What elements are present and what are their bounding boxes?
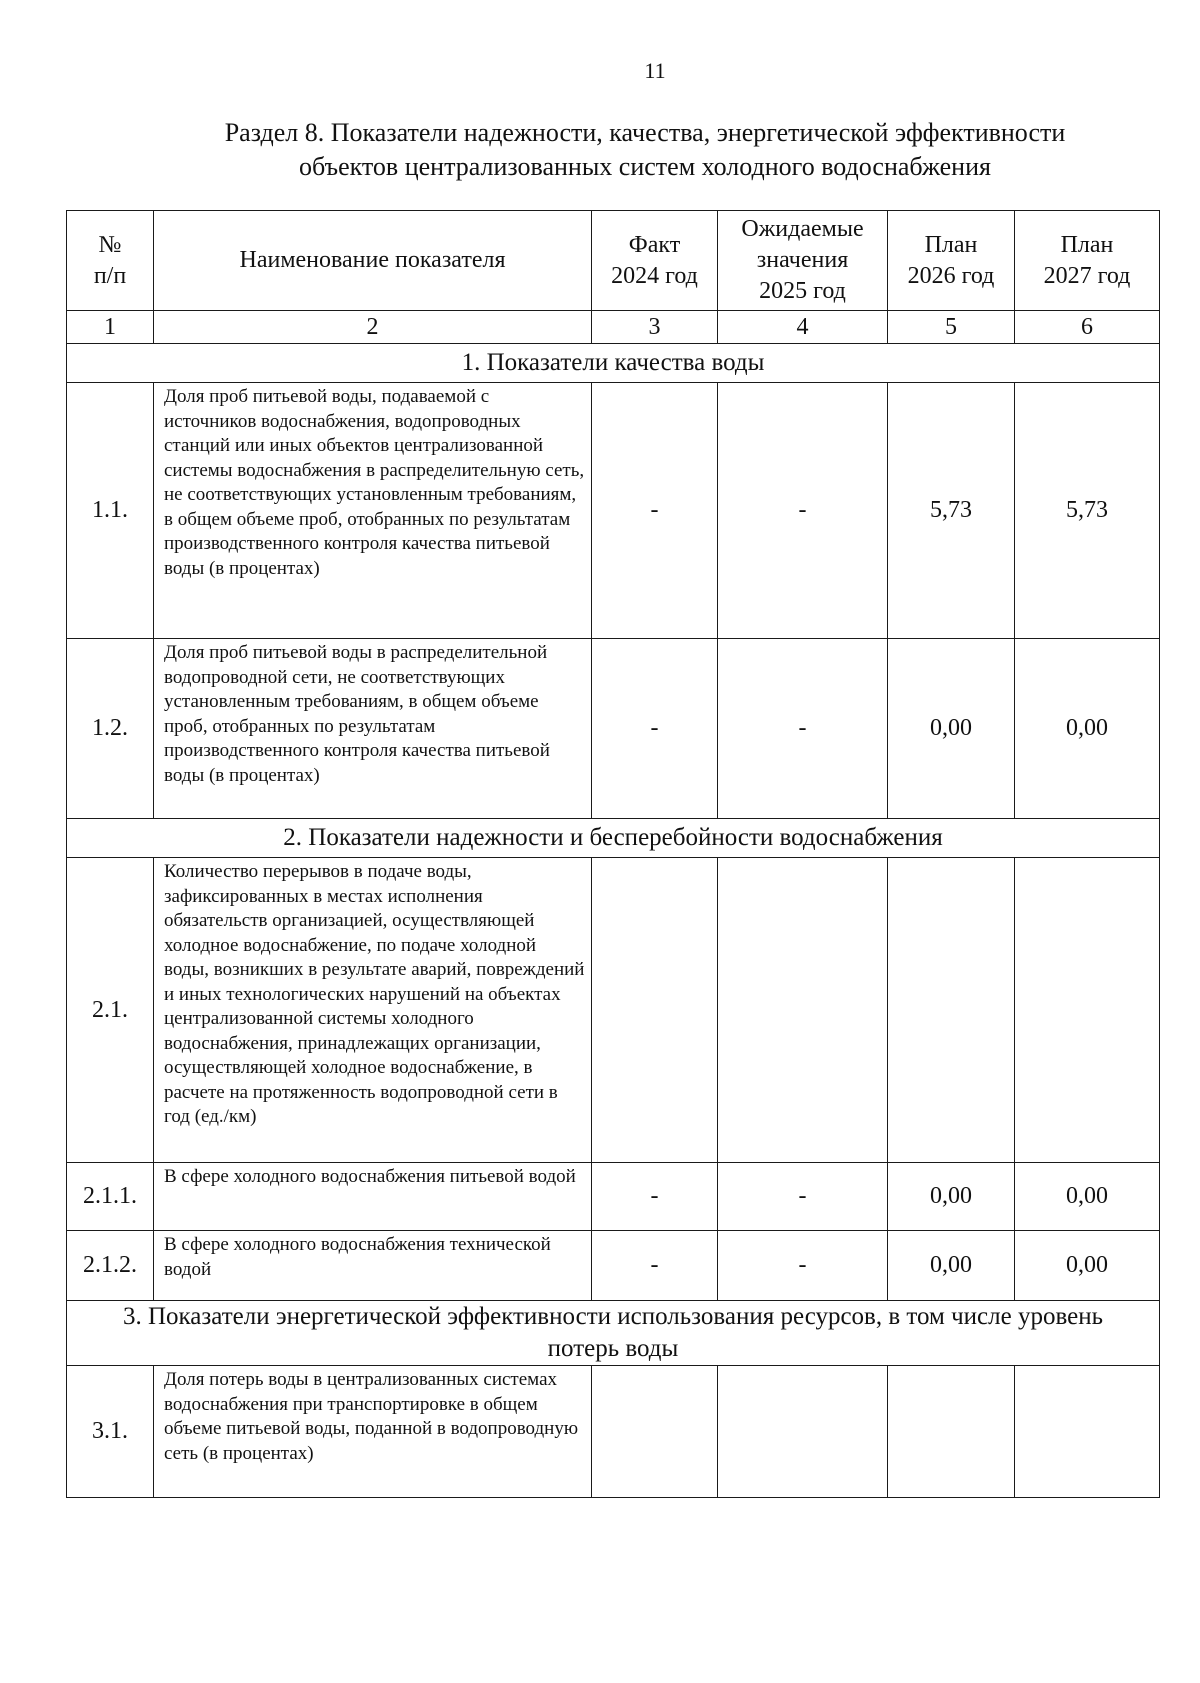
plan-2027-value: 0,00 — [1015, 639, 1160, 819]
indicators-table — [66, 210, 1160, 1498]
header-num — [67, 211, 154, 311]
header-name: Наименование показателя — [154, 211, 592, 311]
header-fact-line-2: 2024 год — [611, 262, 698, 289]
fact-2024-value: - — [592, 1163, 718, 1231]
fact-2024-value — [592, 858, 718, 1163]
header-expected-line-3: 2025 год — [759, 278, 846, 304]
row-number: 2.1.1. — [67, 1163, 154, 1231]
table-row — [67, 1366, 1160, 1498]
plan-2027-value: 0,00 — [1015, 1163, 1160, 1231]
indicators-table-wrapper — [66, 210, 1159, 1498]
section-heading: 2. Показатели надежности и бесперебойности водоснабжения — [67, 819, 1160, 858]
indicator-name: Доля проб питьевой воды, подаваемой с источников водоснабжения, водопроводных станций или иных объектов централизованной системы водоснабжения в распределительную сеть, не соответствующих установленным требованиям, в общем объеме проб, отобранных по результатам производственного контроля качества питьевой воды (в процентах) — [154, 383, 592, 639]
row-number: 2.1.2. — [67, 1231, 154, 1301]
header-num-line-1: № — [98, 231, 122, 258]
indicator-name: В сфере холодного водоснабжения питьевой водой — [154, 1163, 592, 1231]
table-row — [67, 639, 1160, 819]
expected-2025-value — [718, 1366, 888, 1498]
header-plan2026-line-1: План — [924, 231, 978, 258]
section-title-line-1: Раздел 8. Показатели надежности, качества, энергетической эффективности — [224, 118, 1066, 147]
header-fact-line-1: Факт — [628, 231, 681, 258]
plan-2026-value: 0,00 — [888, 1163, 1015, 1231]
indicator-name: Доля проб питьевой воды в распределительной водопроводной сети, не соответствующих установленным требованиям, в общем объеме проб, отобранных по результатам производственного контроля качества питьевой воды (в процентах) — [154, 639, 592, 819]
row-number: 3.1. — [67, 1366, 154, 1498]
header-fact-2024 — [592, 211, 718, 311]
fact-2024-value — [592, 1366, 718, 1498]
section-heading-row — [67, 819, 1160, 858]
section-heading: 3. Показатели энергетической эффективности использования ресурсов, в том числе уровень потерь воды — [67, 1301, 1160, 1366]
plan-2026-value: 5,73 — [888, 383, 1015, 639]
column-index: 5 — [888, 311, 1015, 344]
fact-2024-value: - — [592, 639, 718, 819]
plan-2027-value — [1015, 1366, 1160, 1498]
table-row — [67, 1163, 1160, 1231]
header-plan-2026 — [888, 211, 1015, 311]
column-index: 3 — [592, 311, 718, 344]
table-row — [67, 383, 1160, 639]
indicator-name: Доля потерь воды в централизованных системах водоснабжения при транспортировке в общем объеме питьевой воды, поданной в водопроводную сеть (в процентах) — [154, 1366, 592, 1498]
expected-2025-value: - — [718, 1163, 888, 1231]
plan-2027-value: 5,73 — [1015, 383, 1160, 639]
header-plan-2027 — [1015, 211, 1160, 311]
plan-2027-value — [1015, 858, 1160, 1163]
table-row — [67, 1231, 1160, 1301]
column-index-row — [67, 311, 1160, 344]
row-number: 1.1. — [67, 383, 154, 639]
plan-2026-value — [888, 1366, 1015, 1498]
header-plan2027-line-1: План — [1060, 231, 1114, 258]
expected-2025-value: - — [718, 383, 888, 639]
expected-2025-value — [718, 858, 888, 1163]
row-number: 2.1. — [67, 858, 154, 1163]
section-heading: 1. Показатели качества воды — [67, 344, 1160, 383]
expected-2025-value: - — [718, 1231, 888, 1301]
table-row — [67, 858, 1160, 1163]
plan-2026-value: 0,00 — [888, 1231, 1015, 1301]
header-num-line-2: п/п — [93, 262, 127, 289]
header-plan2027-line-2: 2027 год — [1043, 262, 1131, 289]
header-expected-line-1: Ожидаемые — [741, 216, 864, 242]
header-expected-line-2: значения — [756, 247, 849, 273]
fact-2024-value: - — [592, 383, 718, 639]
section-heading-row — [67, 1301, 1160, 1366]
fact-2024-value: - — [592, 1231, 718, 1301]
header-plan2026-line-2: 2026 год — [907, 262, 995, 289]
plan-2026-value — [888, 858, 1015, 1163]
section-title — [140, 116, 1150, 184]
column-index: 6 — [1015, 311, 1160, 344]
column-index: 1 — [67, 311, 154, 344]
column-index: 2 — [154, 311, 592, 344]
plan-2026-value: 0,00 — [888, 639, 1015, 819]
section-heading-row — [67, 344, 1160, 383]
header-expected-2025 — [718, 211, 888, 311]
plan-2027-value: 0,00 — [1015, 1231, 1160, 1301]
page-number: 11 — [644, 58, 666, 83]
header-row — [67, 211, 1160, 311]
indicator-name: В сфере холодного водоснабжения технической водой — [154, 1231, 592, 1301]
row-number: 1.2. — [67, 639, 154, 819]
expected-2025-value: - — [718, 639, 888, 819]
indicator-name: Количество перерывов в подаче воды, зафиксированных в местах исполнения обязательств организацией, осуществляющей холодное водоснабжение, по подаче холодной воды, возникших в результате аварий, повреждений и иных технологических нарушений на объектах централизованной системы холодного водоснабжения, принадлежащих организации, осуществляющей холодное водоснабжение, в расчете на протяженность водопроводной сети в год (ед./км) — [154, 858, 592, 1163]
section-title-line-2: объектов централизованных систем холодного водоснабжения — [299, 152, 991, 181]
column-index: 4 — [718, 311, 888, 344]
